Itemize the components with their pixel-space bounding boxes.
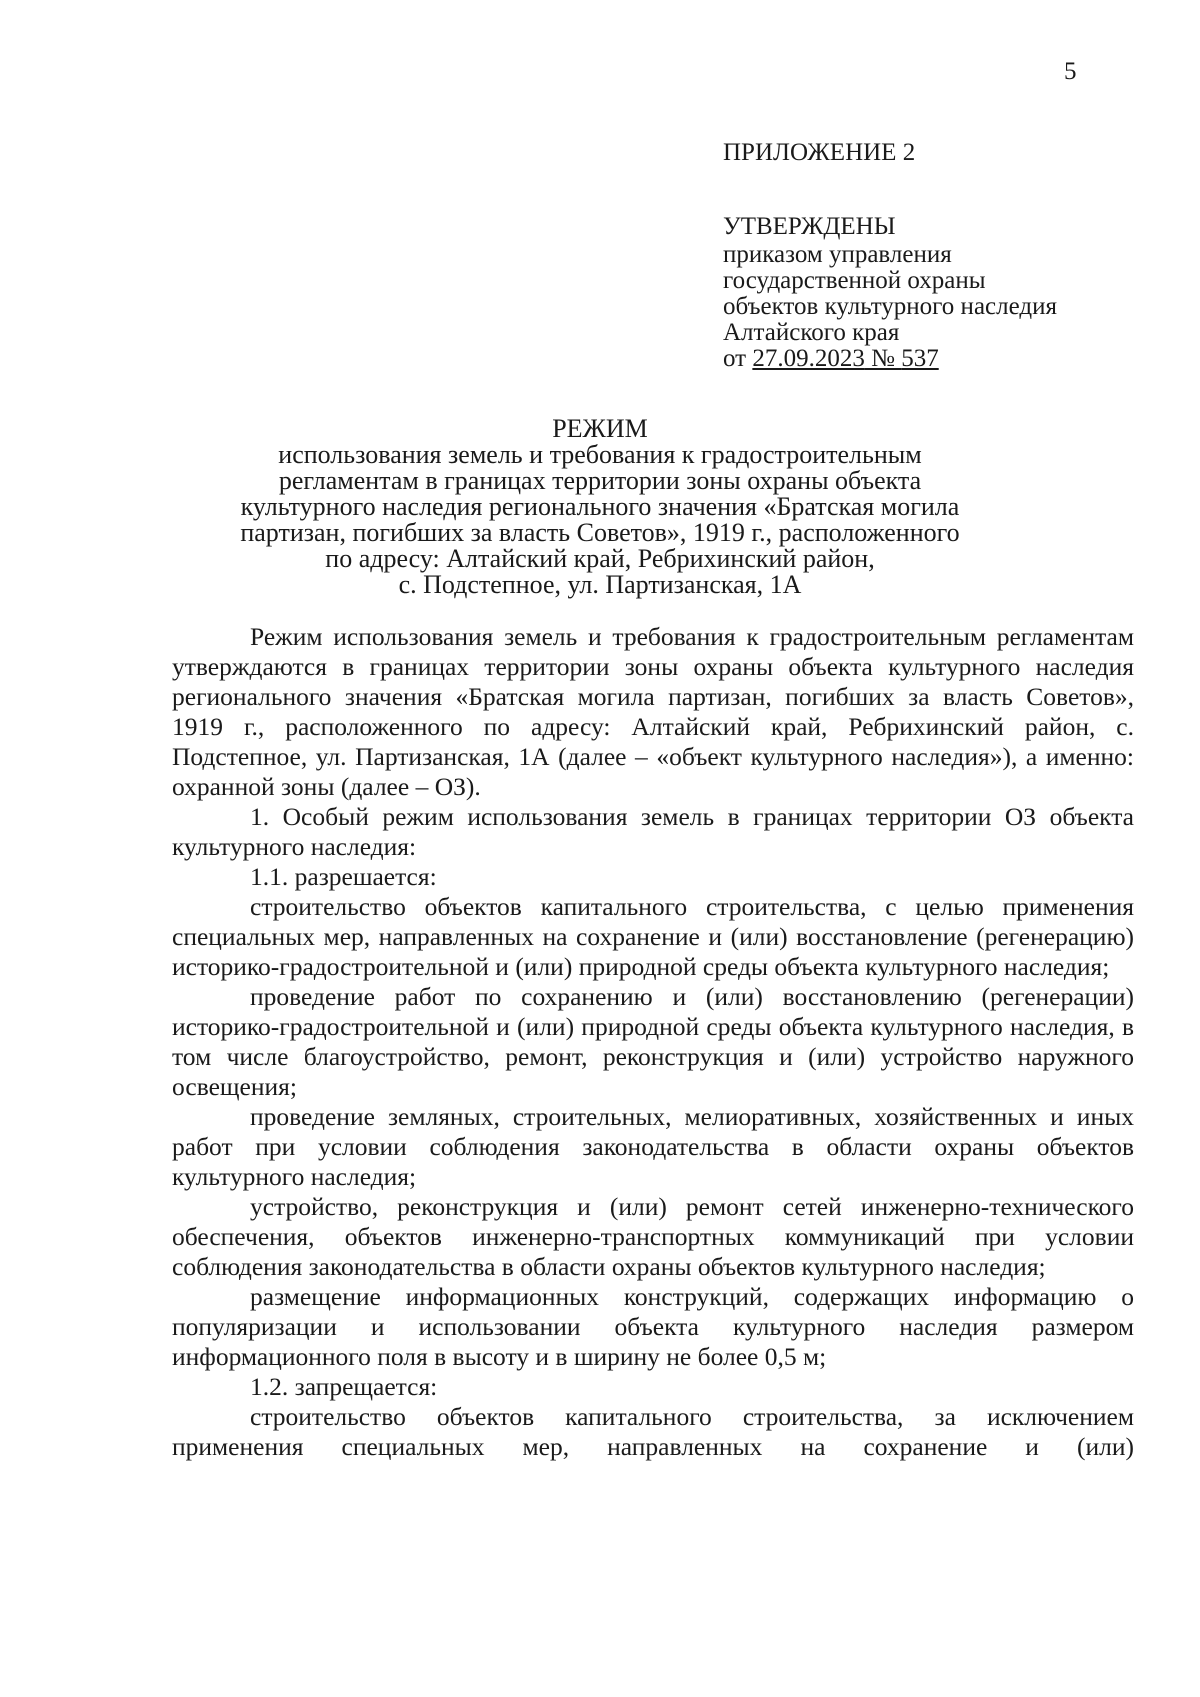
section-heading: 1.2. запрещается:	[250, 1372, 438, 1401]
heading-line: использования земель и требования к градостроительным	[278, 440, 922, 469]
appendix-block	[723, 140, 1057, 372]
date-prefix: от	[723, 345, 753, 372]
heading-line: партизан, погибших за власть Советов», 1919 г., расположенного	[240, 518, 960, 547]
list-item: проведение работ по сохранению и (или) восстановлению (регенерации) историко-градостроительной и (или) природной среды объекта культурного наследия, в том числе благоустройство, ремонт, реконструкция и (или) устройство наружного освещения;	[172, 982, 1134, 1101]
heading-line: с. Подстепное, ул. Партизанская, 1А	[398, 570, 802, 599]
approval-line: объектов культурного наследия	[723, 293, 1057, 320]
approval-number: 537	[901, 345, 939, 372]
body-paragraph: 1. Особый режим использования земель в границах территории ОЗ объекта культурного наследия:	[172, 802, 1134, 861]
page-number: 5	[1064, 58, 1077, 85]
list-item: строительство объектов капитального строительства, за исключением применения специальных мер, направленных на сохранение и (или)	[172, 1402, 1134, 1461]
list-item: размещение информационных конструкций, содержащих информацию о популяризации и использовании объекта культурного наследия размером информационного поля в высоту и в ширину не более 0,5 м;	[172, 1282, 1134, 1371]
heading-line: регламентам в границах территории зоны охраны объекта	[278, 466, 922, 495]
heading-line: по адресу: Алтайский край, Ребрихинский район,	[325, 544, 875, 573]
approval-line: приказом управления	[723, 241, 952, 268]
approved-label: УТВЕРЖДЕНЫ	[723, 213, 896, 240]
list-item: проведение земляных, строительных, мелиоративных, хозяйственных и иных работ при условии соблюдения законодательства в области охраны объектов культурного наследия;	[172, 1102, 1134, 1191]
list-item: строительство объектов капитального строительства, с целью применения специальных мер, направленных на сохранение и (или) восстановление (регенерацию) историко-градостроительной и (или) природной среды объекта культурного наследия;	[172, 892, 1134, 981]
document-body	[172, 622, 1134, 1462]
list-item: устройство, реконструкция и (или) ремонт сетей инженерно-технического обеспечения, объектов инженерно-транспортных коммуникаций при условии соблюдения законодательства в области охраны объектов культурного наследия;	[172, 1192, 1134, 1281]
section-heading: 1.1. разрешается:	[250, 862, 437, 891]
heading-line: культурного наследия регионального значения «Братская могила	[240, 492, 960, 521]
approval-line: Алтайского края	[723, 319, 900, 346]
approval-line: государственной охраны	[723, 267, 986, 294]
heading-title: РЕЖИМ	[552, 414, 648, 443]
document-heading	[0, 416, 1200, 598]
approval-date: 27.09.2023	[752, 345, 865, 372]
approval-date-line	[723, 346, 1057, 372]
appendix-title: ПРИЛОЖЕНИЕ 2	[723, 139, 916, 166]
body-paragraph: Режим использования земель и требования к градостроительным регламентам утверждаются в границах территории зоны охраны объекта культурного наследия регионального значения «Братская могила партизан, погибших за власть Советов», 1919 г., расположенного по адресу: Алтайский край, Ребрихинский район, с. Подстепное, ул. Партизанская, 1А (далее – «объект культурного наследия»), а именно: охранной зоны (далее – ОЗ).	[172, 622, 1134, 801]
number-prefix: №	[864, 345, 902, 372]
